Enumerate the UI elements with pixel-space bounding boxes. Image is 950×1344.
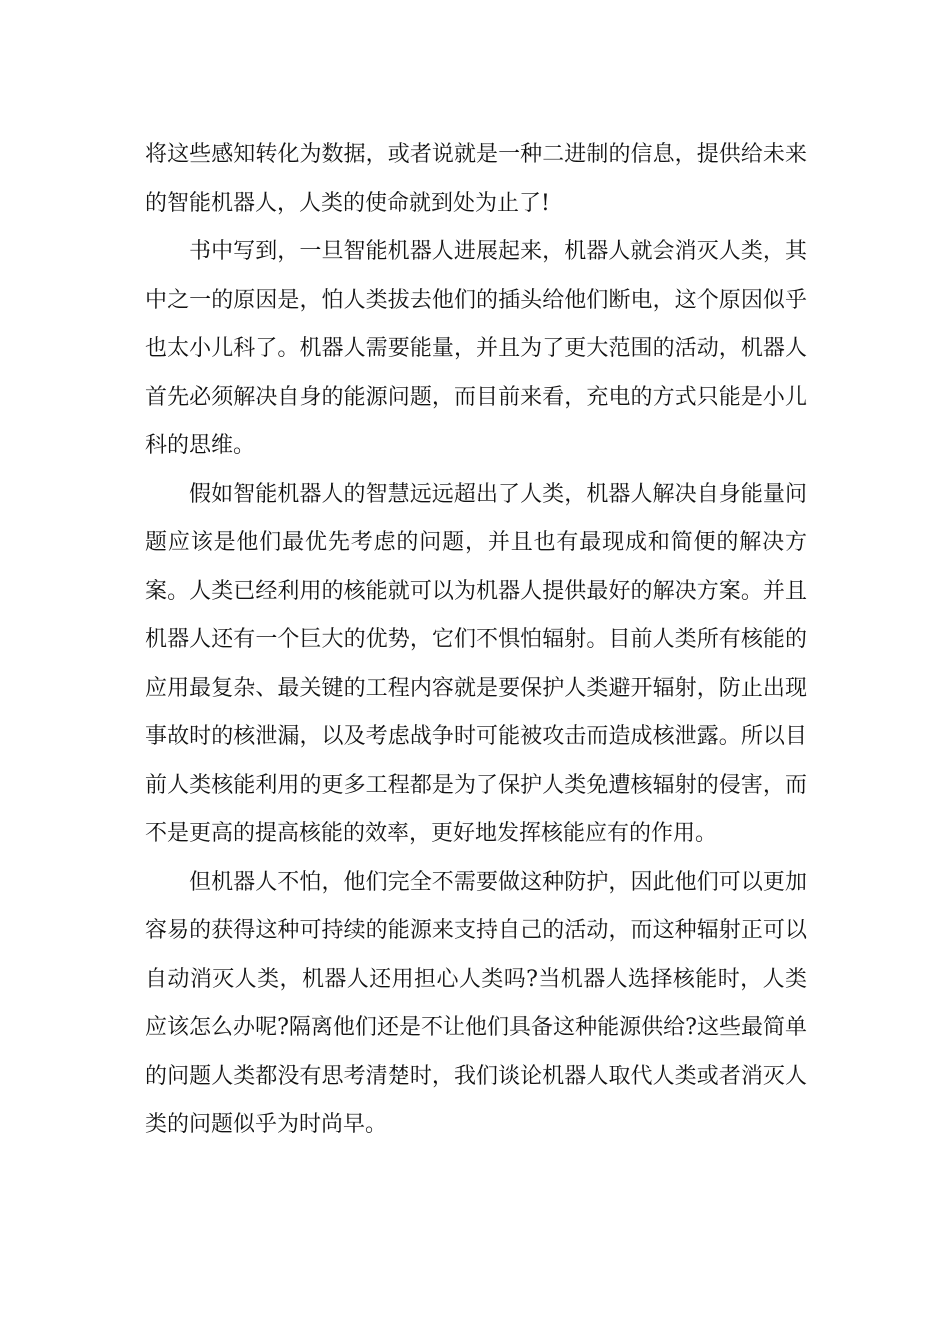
paragraph-power-dependency: 书中写到，一旦智能机器人进展起来，机器人就会消灭人类，其中之一的原因是，怕人类拔去他们的插头给他们断电，这个原因似乎也太小儿科了。机器人需要能量，并且为了更大范围的活动，机器人首先必须解决自身的能源问题，而目前来看，充电的方式只能是小儿科的思维。: [145, 239, 807, 458]
paragraph-continuation: 将这些感知转化为数据，或者说就是一种二进制的信息，提供给未来的智能机器人，人类的使命就到处为止了!: [145, 142, 807, 216]
paragraph-nuclear-energy: 假如智能机器人的智慧远远超出了人类，机器人解决自身能量问题应该是他们最优先考虑的问题，并且也有最现成和简便的解决方案。人类已经利用的核能就可以为机器人提供最好的解决方案。并且机器人还有一个巨大的优势，它们不惧怕辐射。目前人类所有核能的应用最复杂、最关键的工程内容就是要保护人类避开辐射，防止出现事故时的核泄漏，以及考虑战争时可能被攻击而造成核泄露。所以目前人类核能利用的更多工程都是为了保护人类免遭核辐射的侵害，而不是更高的提高核能的效率，更好地发挥核能应有的作用。: [145, 481, 807, 846]
paragraph-conclusion: 但机器人不怕，他们完全不需要做这种防护，因此他们可以更加容易的获得这种可持续的能源来支持自己的活动，而这种辐射正可以自动消灭人类，机器人还用担心人类吗?当机器人选择核能时，人类应该怎么办呢?隔离他们还是不让他们具备这种能源供给?这些最简单的问题人类都没有思考清楚时，我们谈论机器人取代人类或者消灭人类的问题似乎为时尚早。: [145, 869, 807, 1137]
document-page: [145, 131, 807, 1150]
